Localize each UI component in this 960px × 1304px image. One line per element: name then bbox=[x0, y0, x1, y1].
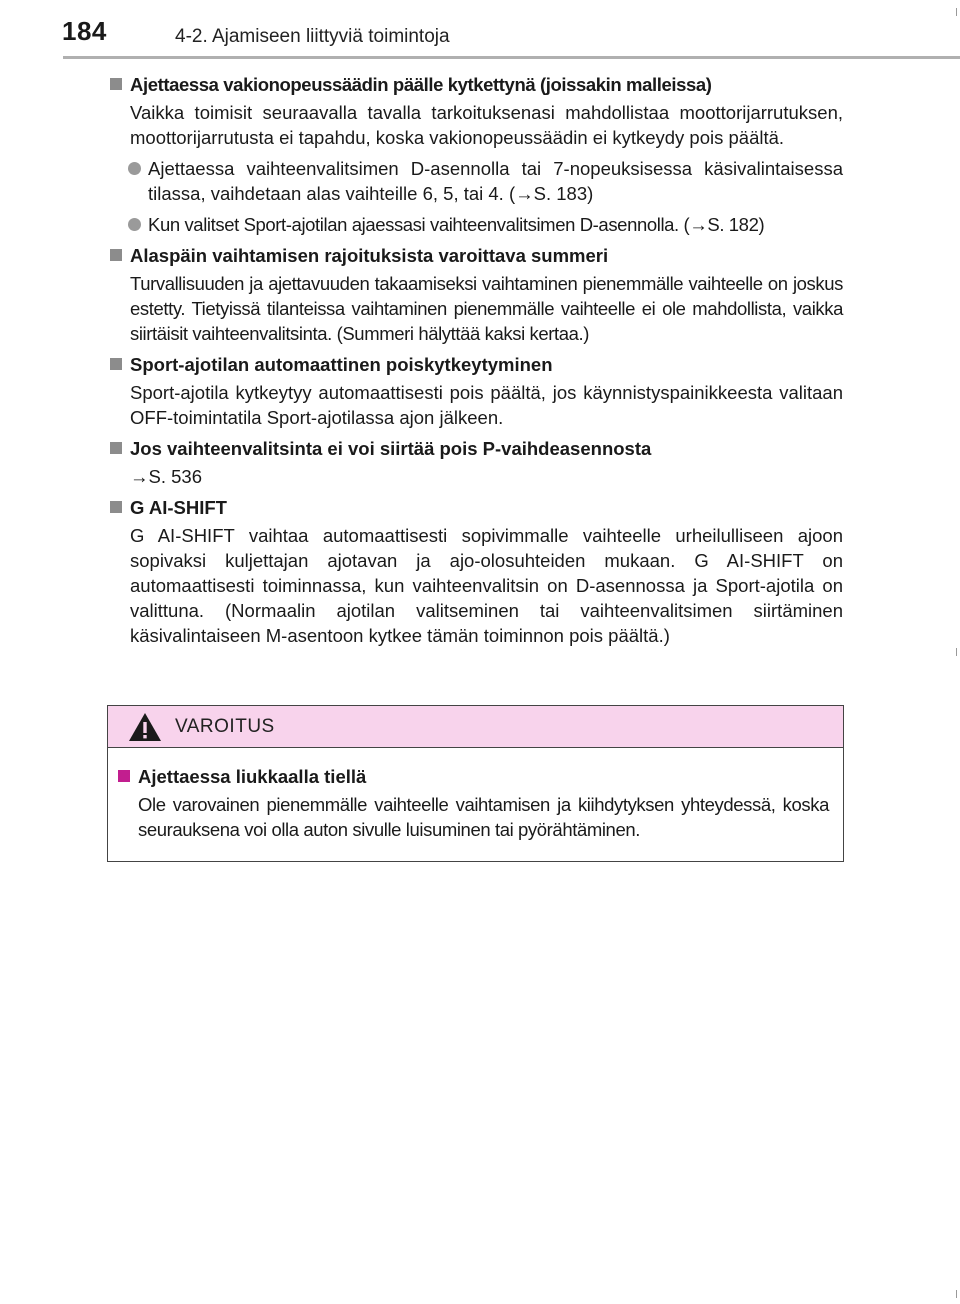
section-text: Vaikka toimisit seuraavalla tavalla tarkoituksenasi mahdollistaa moottorijarrutuksen, moottorijarrutusta ei tapahdu, koska vakionopeussäädin ei kytkeydy pois päältä. bbox=[130, 102, 843, 148]
main-content bbox=[108, 66, 843, 654]
section-heading bbox=[108, 243, 843, 268]
round-bullet-icon bbox=[128, 218, 141, 231]
square-bullet-icon bbox=[110, 249, 122, 261]
list-item-text: Ajettaessa vaihteenvalitsimen D-asennolla tai 7-nopeuksisessa käsivalintaisessa tilassa, vaihdetaan alas vaihteille 6, 5, tai 4. (→S. 183) bbox=[148, 158, 843, 204]
section-g-ai-shift bbox=[108, 495, 843, 648]
square-bullet-icon bbox=[118, 770, 130, 782]
header-divider bbox=[63, 56, 960, 59]
square-bullet-icon bbox=[110, 358, 122, 370]
section-title: 4-2. Ajamiseen liittyviä toimintoja bbox=[175, 26, 450, 47]
page-header bbox=[0, 0, 960, 60]
square-bullet-icon bbox=[110, 442, 122, 454]
section-heading bbox=[108, 352, 843, 377]
square-bullet-icon bbox=[110, 78, 122, 90]
section-heading bbox=[108, 495, 843, 520]
section-heading bbox=[108, 72, 843, 97]
warning-text: Ole varovainen pienemmälle vaihteelle vaihtamisen ja kiihdytyksen yhteydessä, koska seurauksena voi olla auton sivulle luisuminen tai pyörähtäminen. bbox=[138, 794, 829, 840]
page-number: 184 bbox=[62, 16, 107, 46]
section-heading-text: Alaspäin vaihtamisen rajoituksista varoittava summeri bbox=[130, 245, 609, 266]
list-item bbox=[108, 212, 843, 237]
list-item bbox=[108, 156, 843, 206]
list-item-text: Kun valitset Sport-ajotilan ajaessasi vaihteenvalitsimen D-asennolla. (→S. 182) bbox=[148, 214, 765, 235]
warning-box bbox=[107, 705, 844, 862]
section-heading-text: Sport-ajotilan automaattinen poiskytkeytyminen bbox=[130, 354, 553, 375]
square-bullet-icon bbox=[110, 501, 122, 513]
section-heading-text: Jos vaihteenvalitsinta ei voi siirtää pois P-vaihdeasennosta bbox=[130, 438, 652, 459]
section-heading-text: Ajettaessa vakionopeussäädin päälle kytkettynä (joissakin malleissa) bbox=[130, 74, 712, 95]
warning-heading bbox=[116, 764, 829, 789]
warning-title: VAROITUS bbox=[175, 716, 275, 737]
section-shift-lever-p bbox=[108, 436, 843, 489]
section-text: G AI-SHIFT vaihtaa automaattisesti sopivimmalle vaihteelle urheilulliseen ajoon sopivaksi kuljettajan ajotavan ja ajo-olosuhteiden mukaan. G AI-SHIFT on automaattisesti toiminnassa, kun vaihteenvalitsin on D-asennossa ja Sport-ajotila on valittuna. (Normaalin ajotilan valitseminen tai vaihteenvalitsimen siirtäminen käsivalintaiseen M-asentoon kytkee tämän toiminnon pois päältä.) bbox=[130, 525, 843, 646]
page-reference: →S. 536 bbox=[130, 466, 202, 487]
crop-mark bbox=[956, 648, 957, 656]
warning-heading-text: Ajettaessa liukkaalla tiellä bbox=[138, 766, 367, 787]
section-downshift-buzzer bbox=[108, 243, 843, 346]
section-text: Turvallisuuden ja ajettavuuden takaamiseksi vaihtaminen pienemmälle vaihteelle on joskus estetty. Tietyissä tilanteissa vaihtaminen pienemmälle vaihteelle ei ole mahdollista, vaikka siirtäisit vaihteenvalitsinta. (Summeri hälyttää kaksi kertaa.) bbox=[130, 273, 843, 344]
warning-triangle-icon bbox=[128, 712, 162, 742]
warning-body bbox=[108, 748, 843, 842]
round-bullet-icon bbox=[128, 162, 141, 175]
warning-header bbox=[108, 706, 843, 748]
section-sport-mode-auto-off bbox=[108, 352, 843, 430]
section-heading-text: G AI-SHIFT bbox=[130, 497, 227, 518]
section-cruise-control bbox=[108, 72, 843, 237]
section-text: Sport-ajotila kytkeytyy automaattisesti pois päältä, jos käynnistyspainikkeesta valitaan OFF-toimintatila Sport-ajotilassa ajon jälkeen. bbox=[130, 382, 843, 428]
crop-mark bbox=[956, 1290, 957, 1298]
crop-mark bbox=[956, 8, 957, 16]
section-heading bbox=[108, 436, 843, 461]
